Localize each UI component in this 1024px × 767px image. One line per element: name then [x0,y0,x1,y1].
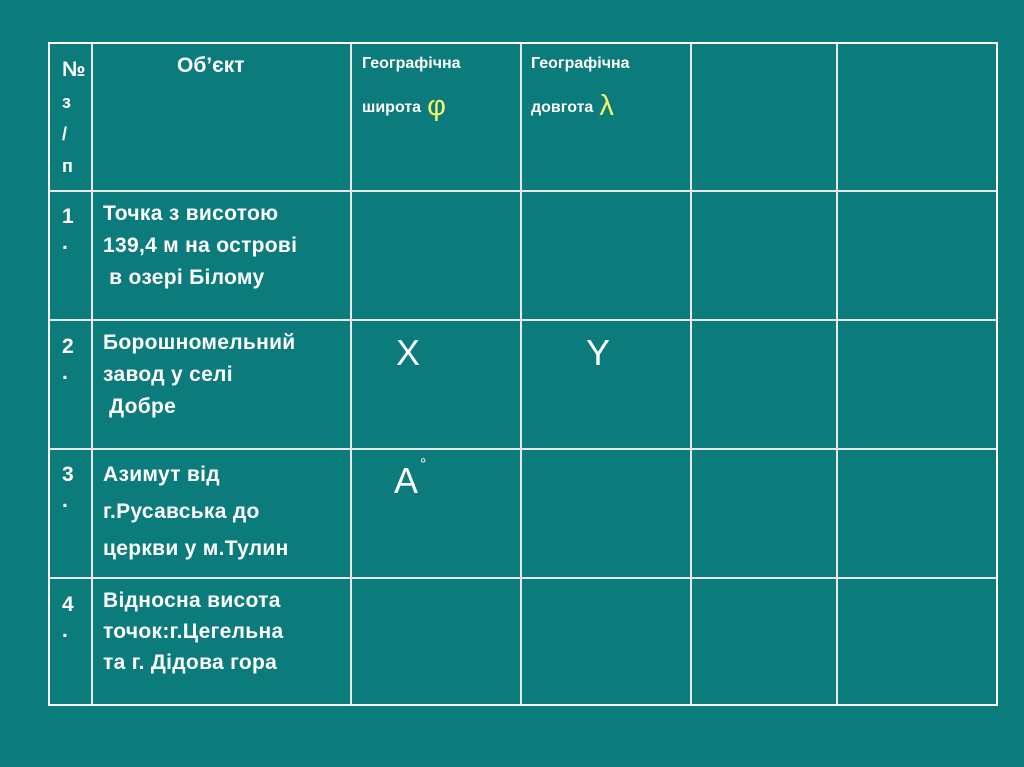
column-divider [350,44,352,704]
lambda-symbol: λ [599,90,614,122]
row-number-dot: . [62,231,68,254]
header-object: Об’єкт [177,54,245,77]
column-divider [836,44,838,704]
object-line: Відносна висота [103,589,281,612]
row-number: 2 [62,335,74,358]
header-number-slash: / [62,124,68,144]
object-line: в озері Білому [103,266,265,289]
header-latitude-title: Географічна [362,55,461,72]
object-line: 139,4 м на острові [103,234,298,257]
header-longitude-sub: довгота [531,99,594,116]
object-line: Борошномельний [103,331,296,354]
row-divider [50,319,996,321]
row-number: 1 [62,205,74,228]
header-number-z: з [62,92,71,112]
row-divider [50,577,996,579]
object-line: Добре [103,395,177,418]
header-latitude [362,43,461,129]
coordinates-table [48,42,998,706]
degree-symbol: ° [420,456,427,473]
column-divider [690,44,692,704]
row-1-object [103,198,297,294]
object-line: точок:г.Цегельна [103,620,284,643]
object-line: та г. Дідова гора [103,651,278,674]
object-line: церкви у м.Тулин [103,537,289,560]
header-longitude [531,43,630,129]
row-3-object [103,456,289,567]
latitude-value-x: X [396,332,421,373]
header-longitude-title: Географічна [531,55,630,72]
row-2-object [103,327,295,423]
row-number-dot: . [62,619,68,642]
row-number: 3 [62,463,74,486]
column-divider [520,44,522,704]
row-4-number [62,592,74,644]
header-latitude-subline [362,85,461,129]
object-line: Точка з висотою [103,202,279,225]
object-line: Азимут від [103,463,220,486]
longitude-value-y: Y [586,332,611,373]
object-line: г.Русавська до [103,500,260,523]
header-number-symbol: № [62,58,86,81]
azimuth-letter: A [394,460,419,501]
column-divider [91,44,93,704]
row-4-object [103,585,283,678]
row-number-dot: . [62,489,68,512]
row-3-number [62,462,74,514]
azimuth-value [394,456,427,502]
row-1-number [62,204,74,256]
header-latitude-sub: широта [362,99,422,116]
row-divider [50,190,996,192]
header-longitude-subline [531,85,630,129]
row-2-number [62,334,74,386]
row-number: 4 [62,593,74,616]
object-line: завод у селі [103,363,233,386]
row-number-dot: . [62,361,68,384]
header-number-p: п [62,156,73,176]
row-divider [50,448,996,450]
phi-symbol: φ [427,90,446,122]
header-number-column [62,54,85,182]
